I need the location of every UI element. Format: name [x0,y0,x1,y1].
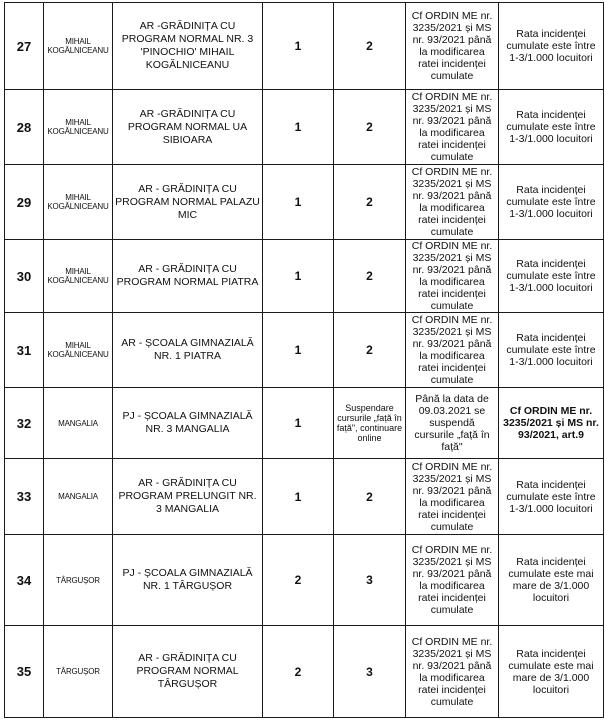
scenario-initial-cell: 1 [263,459,334,535]
row-number: 29 [5,165,44,240]
incidence-rate-cell: Rata incidenței cumulate este între 1-3/1.000 locuitori [499,165,604,240]
row-number: 27 [5,3,44,90]
incidence-rate-cell: Rata incidenței cumulate este mai mare de 3/1.000 locuitori [499,626,604,718]
locality-cell: MIHAIL KOGĂLNICEANU [44,3,113,90]
decision-cell: Cf ORDIN ME nr. 3235/2021 și MS nr. 93/2021 până la modificarea ratei incidenței cumulate [406,459,499,535]
table-row [5,240,604,313]
incidence-rate-cell: Rata incidenței cumulate este între 1-3/1.000 locuitori [499,3,604,90]
scenario-new-cell: 2 [334,165,406,240]
locality-cell: MIHAIL KOGĂLNICEANU [44,313,113,388]
decision-cell: Cf ORDIN ME nr. 3235/2021 și MS nr. 93/2021 până la modificarea ratei incidenței cumulate [406,3,499,90]
school-unit-cell: AR - GRĂDINIȚA CU PROGRAM NORMAL PIATRA [113,240,263,313]
school-unit-cell: AR - GRĂDINIȚA CU PROGRAM NORMAL TÂRGUȘOR [113,626,263,718]
table-row [5,535,604,626]
locality-cell: TÂRGUȘOR [44,626,113,718]
row-number: 32 [5,388,44,459]
scenario-new-cell: 3 [334,535,406,626]
decision-cell: Cf ORDIN ME nr. 3235/2021 și MS nr. 93/2021 până la modificarea ratei incidenței cumulate [406,626,499,718]
scenario-new-cell: 3 [334,626,406,718]
incidence-rate-cell: Rata incidenței cumulate este mai mare de 3/1.000 locuitori [499,535,604,626]
school-unit-cell: AR - ȘCOALA GIMNAZIALĂ NR. 1 PIATRA [113,313,263,388]
incidence-rate-cell: Rata incidenței cumulate este între 1-3/1.000 locuitori [499,459,604,535]
decision-cell: Cf ORDIN ME nr. 3235/2021 și MS nr. 93/2021 până la modificarea ratei incidenței cumulate [406,90,499,165]
school-unit-cell: AR - GRĂDINIȚA CU PROGRAM PRELUNGIT NR. 3 MANGALIA [113,459,263,535]
scenario-new-cell: 2 [334,459,406,535]
decision-cell: Cf ORDIN ME nr. 3235/2021 și MS nr. 93/2021 până la modificarea ratei incidenței cumulate [406,313,499,388]
row-number: 31 [5,313,44,388]
scenario-new-cell: 2 [334,240,406,313]
school-unit-cell: AR - GRĂDINIȚA CU PROGRAM NORMAL PALAZU MIC [113,165,263,240]
incidence-rate-cell: Rata incidenței cumulate este între 1-3/1.000 locuitori [499,240,604,313]
scenario-initial-cell: 1 [263,90,334,165]
incidence-rate-cell: Rata incidenței cumulate este între 1-3/1.000 locuitori [499,313,604,388]
school-unit-cell: PJ - ȘCOALA GIMNAZIALĂ NR. 3 MANGALIA [113,388,263,459]
row-number: 34 [5,535,44,626]
schools-table [4,2,604,718]
row-number: 28 [5,90,44,165]
table-row [5,3,604,90]
scenario-initial-cell: 2 [263,535,334,626]
scenario-initial-cell: 1 [263,3,334,90]
table-row [5,388,604,459]
row-number: 30 [5,240,44,313]
locality-cell: MIHAIL KOGĂLNICEANU [44,90,113,165]
decision-cell: Cf ORDIN ME nr. 3235/2021 și MS nr. 93/2021 până la modificarea ratei incidenței cumulate [406,165,499,240]
table-row [5,626,604,718]
decision-cell: Până la data de 09.03.2021 se suspendă cursurile „față în față" [406,388,499,459]
decision-cell: Cf ORDIN ME nr. 3235/2021 și MS nr. 93/2021 până la modificarea ratei incidenței cumulate [406,535,499,626]
scenario-initial-cell: 2 [263,626,334,718]
school-unit-cell: AR -GRĂDINIȚA CU PROGRAM NORMAL NR. 3 'PINOCHIO' MIHAIL KOGĂLNICEANU [113,3,263,90]
scenario-new-cell: 2 [334,3,406,90]
table-row [5,459,604,535]
scenario-initial-cell: 1 [263,240,334,313]
locality-cell: TÂRGUȘOR [44,535,113,626]
decision-cell: Cf ORDIN ME nr. 3235/2021 și MS nr. 93/2021 până la modificarea ratei incidenței cumulate [406,240,499,313]
scenario-new-cell: Suspendare cursurile „față în față", continuare online [334,388,406,459]
scenario-new-cell: 2 [334,313,406,388]
incidence-rate-cell: Rata incidenței cumulate este între 1-3/1.000 locuitori [499,90,604,165]
row-number: 33 [5,459,44,535]
locality-cell: MANGALIA [44,388,113,459]
incidence-rate-cell: Cf ORDIN ME nr. 3235/2021 și MS nr. 93/2021, art.9 [499,388,604,459]
locality-cell: MIHAIL KOGĂLNICEANU [44,165,113,240]
locality-cell: MANGALIA [44,459,113,535]
scenario-initial-cell: 1 [263,388,334,459]
table-row [5,90,604,165]
locality-cell: MIHAIL KOGĂLNICEANU [44,240,113,313]
table-row [5,165,604,240]
table-row [5,313,604,388]
row-number: 35 [5,626,44,718]
school-unit-cell: PJ - ȘCOALA GIMNAZIALĂ NR. 1 TÂRGUȘOR [113,535,263,626]
scenario-initial-cell: 1 [263,313,334,388]
school-unit-cell: AR -GRĂDINIȚA CU PROGRAM NORMAL UA SIBIOARA [113,90,263,165]
scenario-new-cell: 2 [334,90,406,165]
scenario-initial-cell: 1 [263,165,334,240]
